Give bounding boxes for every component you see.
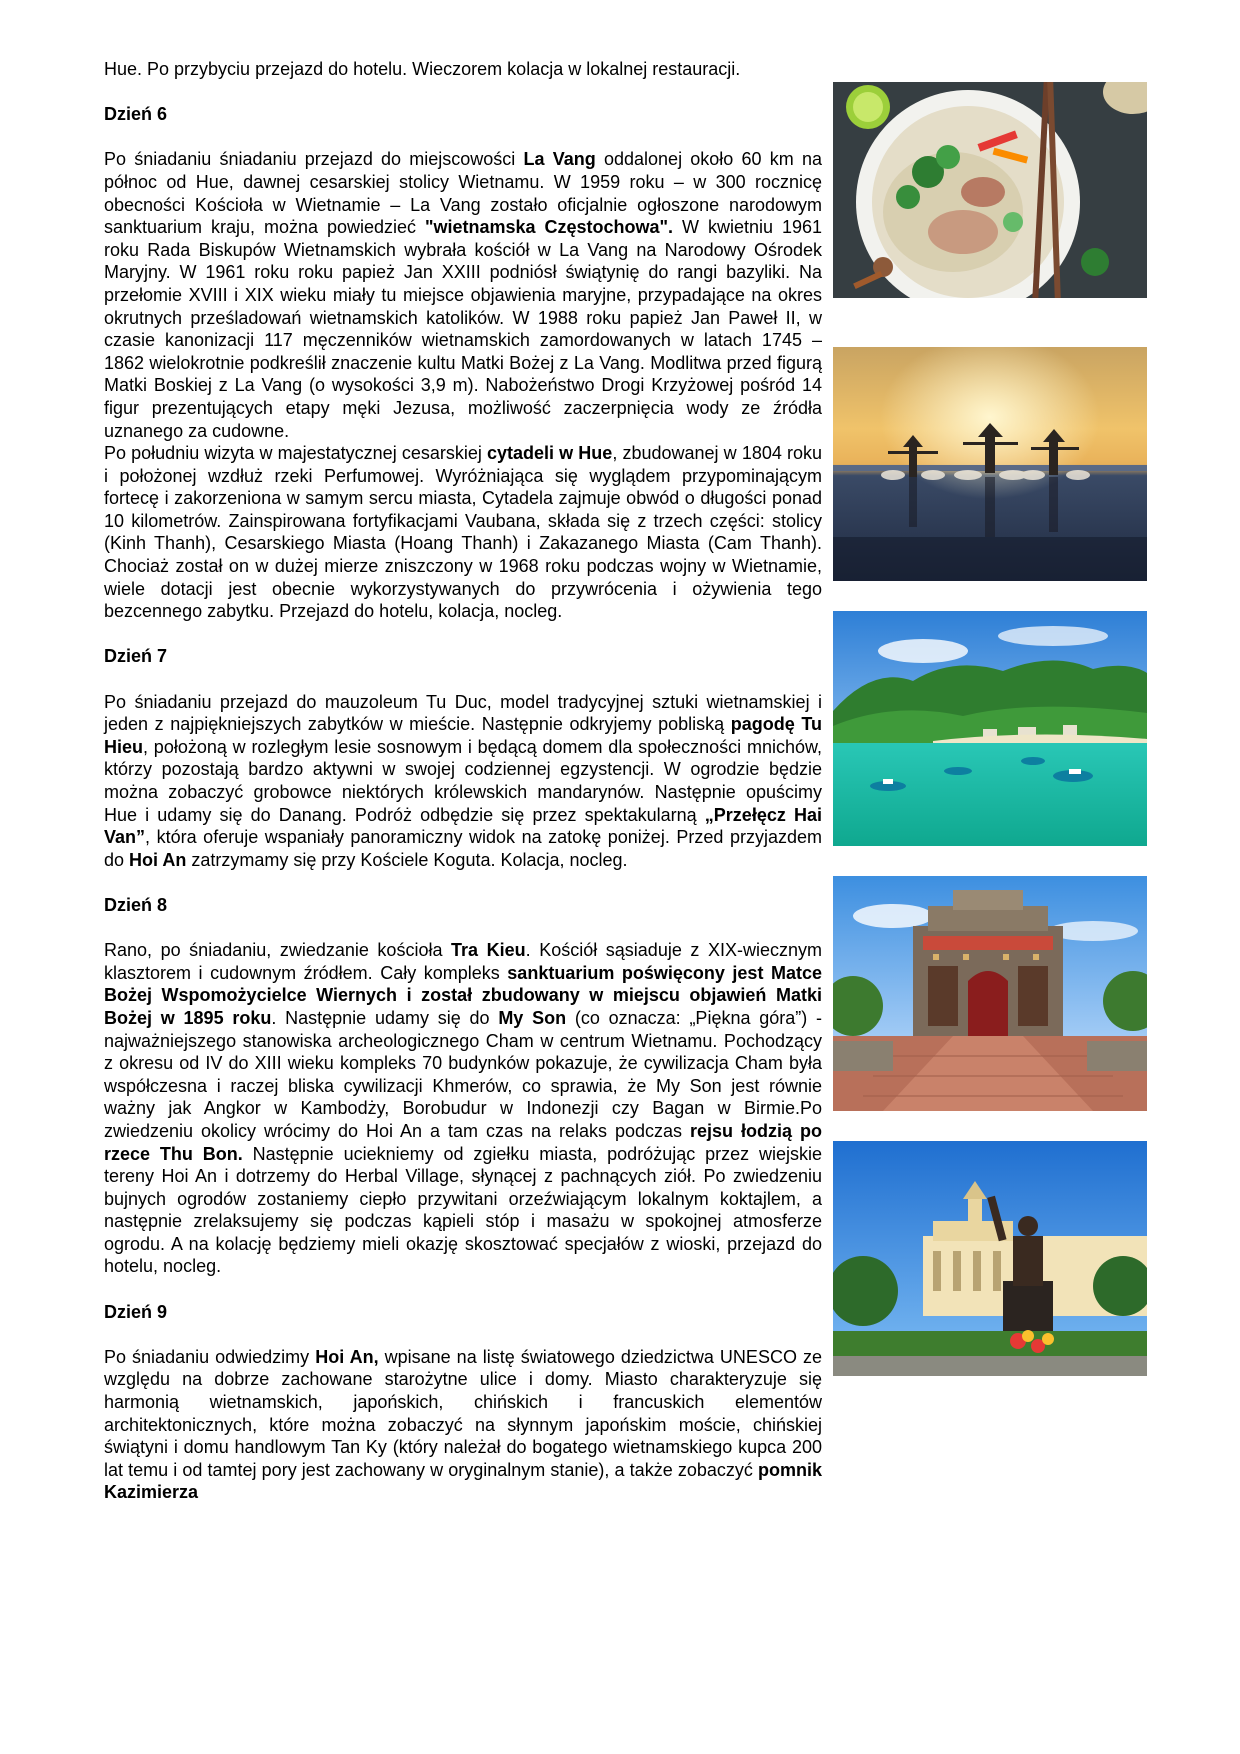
text-run: Następnie uciekniemy od zgiełku miasta, podróżując przez wiejskie tereny Hoi An i dotrzemy do Herbal Village, słynącej z pachnących ziół. Po zwiedzeniu bujnych ogrodów zostaniemy ciepło przywitani orzeźwiającym lokalnym koktajlem, a następnie zrelaksujemy się podczas kąpieli stóp i masażu w spokojnej atmosferze ogrodu. A na kolację będziemy mieli okazję skosztować specjałów z wioski, przejazd do hotelu, nocleg. [104, 1143, 822, 1277]
bold-text: "wietnamska Częstochowa". [424, 217, 674, 238]
bold-text: cytadeli w Hue [487, 443, 613, 464]
photo-ho-chi-minh-statue-city-hall [833, 1141, 1147, 1376]
paragraph [104, 148, 822, 442]
text-run: zatrzymamy się przy Kościele Koguta. Kolacja, nocleg. [186, 849, 628, 870]
day-heading: Dzień 6 [104, 104, 168, 125]
text-run: , zbudowanej w 1804 roku i położonej wzdłuż rzeki Perfumowej. Wyróżniająca się wyglądem przypominającym fortecę i zakorzeniona w samym sercu miasta, Cytadela zajmuje obwód o długości ponad 10 kilometrów. Zainspirowana fortyfikacjami Vaubana, składa się z trzech części: stolicy (Kinh Thanh), Cesarskiego Miasta (Hoang Thanh) i Zakazanego Miasta (Cam Thanh). Chociaż został on w dużej mierze zniszczony w 1968 roku podczas wojny w Wietnamie, wiele dotacji jest obecnie wykorzystywanych do przywrócenia i ożywienia tego bezcennego zabytku. Przejazd do hotelu, kolacja, nocleg. [104, 443, 823, 622]
text-run: Hue. Po przybyciu przejazd do hotelu. Wieczorem kolacja w lokalnej restauracji. [104, 59, 741, 79]
paragraph [104, 1346, 822, 1504]
bold-text: My Son [498, 1007, 567, 1028]
text-run: W kwietniu 1961 roku Rada Biskupów Wietnamskich wybrała kościół w La Vang na Narodowy Ośrodek Maryjny. W 1961 roku roku papież Jan XXIII podniósł świątynię do rangi bazyliki. Na przełomie XVIII i XIX wieku miały tu miejsce objawienia maryjne, przypadające na okres okrutnych prześladowań wietnamskich katolików. W 1988 roku papież Jan Paweł II, w czasie kanonizacji 117 męczenników wietnamskich zamordowanych w latach 1745 – 1862 wielokrotnie podkreślił znaczenie kultu Matki Bożej z La Vang. Modlitwa przed figurą Matki Boskiej z La Vang (o wysokości 3,9 m). Nabożeństwo Drogi Krzyżowej pośród 14 figur prezentujących etapy męki Jezusa, możliwość zaczerpnięcia wody ze źródła uznanego za cudowne. [104, 217, 822, 441]
paragraph [104, 691, 822, 872]
paragraph [104, 58, 822, 81]
paragraph [104, 442, 822, 623]
text-run: Po śniadaniu odwiedzimy [104, 1346, 316, 1367]
bold-text: rejsu łodzią po rzece Thu Bon. [104, 1120, 822, 1164]
paragraph [104, 939, 822, 1278]
bold-text: „Przełęcz Hai Van” [104, 804, 822, 848]
photo-salt-field-workers-sunset [833, 347, 1147, 581]
bold-text: Tra Kieu [451, 940, 526, 961]
day-heading: Dzień 8 [104, 894, 168, 915]
bold-text: La Vang [523, 149, 596, 170]
itinerary-text [104, 58, 822, 1504]
text-run: , która oferuje wspaniały panoramiczny widok na zatokę poniżej. Przed przyjazdem do [104, 827, 822, 870]
text-run: . Następnie udamy się do [271, 1007, 499, 1028]
text-run: Po śniadaniu śniadaniu przejazd do miejscowości [104, 149, 524, 170]
bold-text: Hoi An [129, 849, 187, 870]
text-run: Po śniadaniu przejazd do mauzoleum Tu Duc, model tradycyjnej sztuki wietnamskiej i jeden z najpiękniejszych zabytków w mieście. Następnie odkryjemy pobliską [104, 691, 822, 735]
text-run: . Kościół sąsiaduje z XIX-wiecznym klasztorem i cudownym źródłem. Cały kompleks [104, 940, 822, 983]
bold-text: Hoi An, [315, 1346, 379, 1367]
bold-text: pomnik Kazimierza [104, 1459, 822, 1503]
text-run: oddalonej około 60 km na północ od Hue, dawnej cesarskiej stolicy Wietnamu. W 1959 roku – w 300 rocznicę obecności Kościoła w Wietnamie – La Vang zostało oficjalnie ogłoszone narodowym sanktuarium kraju, można powiedzieć [104, 149, 823, 238]
text-run: wpisane na listę światowego dziedzictwa UNESCO ze względu na dobrze zachowane starożytne ulice i domy. Miasto charakteryzuje się harmonią wietnamskich, japońskich, chińskich i francuskich elementów architektonicznych, które można zobaczyć na słynnym japońskim moście, chińskiej świątyni i domu handlowym Tan Ky (który należał do bogatego wietnamskiego kupca 200 lat temu i od tamtej pory jest zachowany w oryginalnym stanie), a także zobaczyć [104, 1346, 822, 1480]
text-run: Rano, po śniadaniu, zwiedzanie kościoła [104, 940, 452, 961]
day-heading: Dzień 9 [104, 1301, 168, 1322]
photo-pho-noodle-soup [833, 82, 1147, 298]
text-run: , położoną w rozległym lesie sosnowym i będącą domem dla społeczności mnichów, którzy pozostają bardzo aktywni w swojej codziennej egzystencji. W ogrodzie będzie można zobaczyć grobowce niektórych królewskich mandarynów. Następnie opuścimy Hue i udamy się do Danang. Podróż odbędzie się przez spektakularną [104, 736, 822, 825]
photo-hue-citadel-gate [833, 876, 1147, 1111]
bold-text: sanktuarium poświęcony jest Matce Bożej Wspomożycielce Wiernych i został zbudowany w miejscu objawień Matki Bożej w 1895 roku [104, 962, 822, 1028]
photo-tropical-beach-boats [833, 611, 1147, 846]
text-run: (co oznacza: „Piękna góra”) - najważniejszego stanowiska archeologicznego Cham w centrum Wietnamu. Pochodzący z okresu od IV do XIII wieku kompleks 70 budynków pokazuje, że cywilizacja Cham była współczesna i raczej bliska cywilizacji Khmerów, co sprawia, że My Son jest równie ważny jak Angkor w Kambodży, Borobudur w Indonezji czy Bagan w Birmie.Po zwiedzeniu okolicy wrócimy do Hoi An a tam czas na relaks podczas [104, 1007, 823, 1141]
text-run: Po południu wizyta w majestatycznej cesarskiej [104, 443, 487, 464]
day-heading: Dzień 7 [104, 646, 168, 667]
bold-text: pagodę Tu Hieu [104, 714, 822, 757]
